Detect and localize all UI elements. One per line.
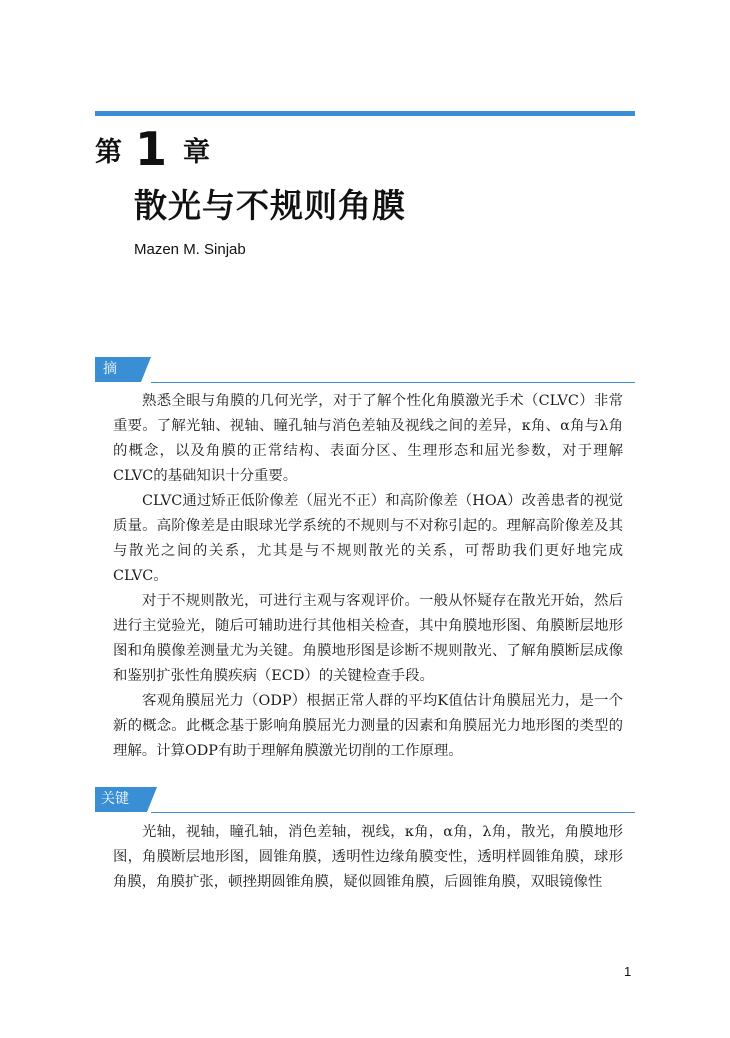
chapter-suffix: 章 xyxy=(183,137,211,168)
keywords-header-rule xyxy=(151,812,635,813)
abstract-section-header xyxy=(95,357,635,402)
abstract-paragraph: CLVC通过矫正低阶像差（屈光不正）和高阶像差（HOA）改善患者的视觉质量。高阶像差是由眼球光学系统的不规则与不对称引起的。理解高阶像差及其与散光之间的关系，尤其是与不规则散光的关系，可帮助我们更好地完成CLVC。 xyxy=(113,493,623,584)
abstract-paragraph: 客观角膜屈光力（ODP）根据正常人群的平均K值估计角膜屈光力，是一个新的概念。此概念基于影响角膜屈光力测量的因素和角膜屈光力地形图的类型的理解。计算ODP有助于理解角膜激光切削的工作原理。 xyxy=(113,693,623,759)
page-number: 1 xyxy=(624,964,632,979)
chapter-prefix: 第 xyxy=(95,137,122,168)
author-name: Mazen M. Sinjab xyxy=(134,241,246,258)
abstract-paragraph: 熟悉全眼与角膜的几何光学，对于了解个性化角膜激光手术（CLVC）非常重要。了解光轴、视轴、瞳孔轴与消色差轴及视线之间的差异，κ角、α角与λ角的概念，以及角膜的正常结构、表面分区、生理形态和屈光参数，对于理解CLVC的基础知识十分重要。 xyxy=(113,393,623,484)
chapter-top-rule xyxy=(95,111,635,116)
chapter-title: 散光与不规则角膜 xyxy=(134,186,406,225)
keywords-body xyxy=(113,820,623,895)
abstract-paragraph: 对于不规则散光，可进行主观与客观评价。一般从怀疑存在散光开始，然后进行主觉验光，随后可辅助进行其他相关检查，其中角膜地形图、角膜断层地形图和角膜像差测量尤为关键。角膜地形图是诊断不规则散光、了解角膜断层成像和鉴别扩张性角膜疾病（ECD）的关键检查手段。 xyxy=(113,593,623,684)
chapter-heading xyxy=(95,122,211,176)
abstract-heading: 摘要 xyxy=(95,357,141,382)
chapter-number: 1 xyxy=(135,122,168,176)
keywords-heading: 关键词 xyxy=(95,787,147,812)
keywords-section-header xyxy=(95,787,635,832)
abstract-header-rule xyxy=(151,382,635,383)
keywords-list: 光轴，视轴，瞳孔轴，消色差轴，视线，κ角，α角，λ角，散光，角膜地形图，角膜断层地形图，圆锥角膜，透明性边缘角膜变性，透明样圆锥角膜，球形角膜，角膜扩张，顿挫期圆锥角膜，疑似圆锥角膜，后圆锥角膜，双眼镜像性 xyxy=(113,824,623,890)
abstract-body xyxy=(113,389,623,764)
